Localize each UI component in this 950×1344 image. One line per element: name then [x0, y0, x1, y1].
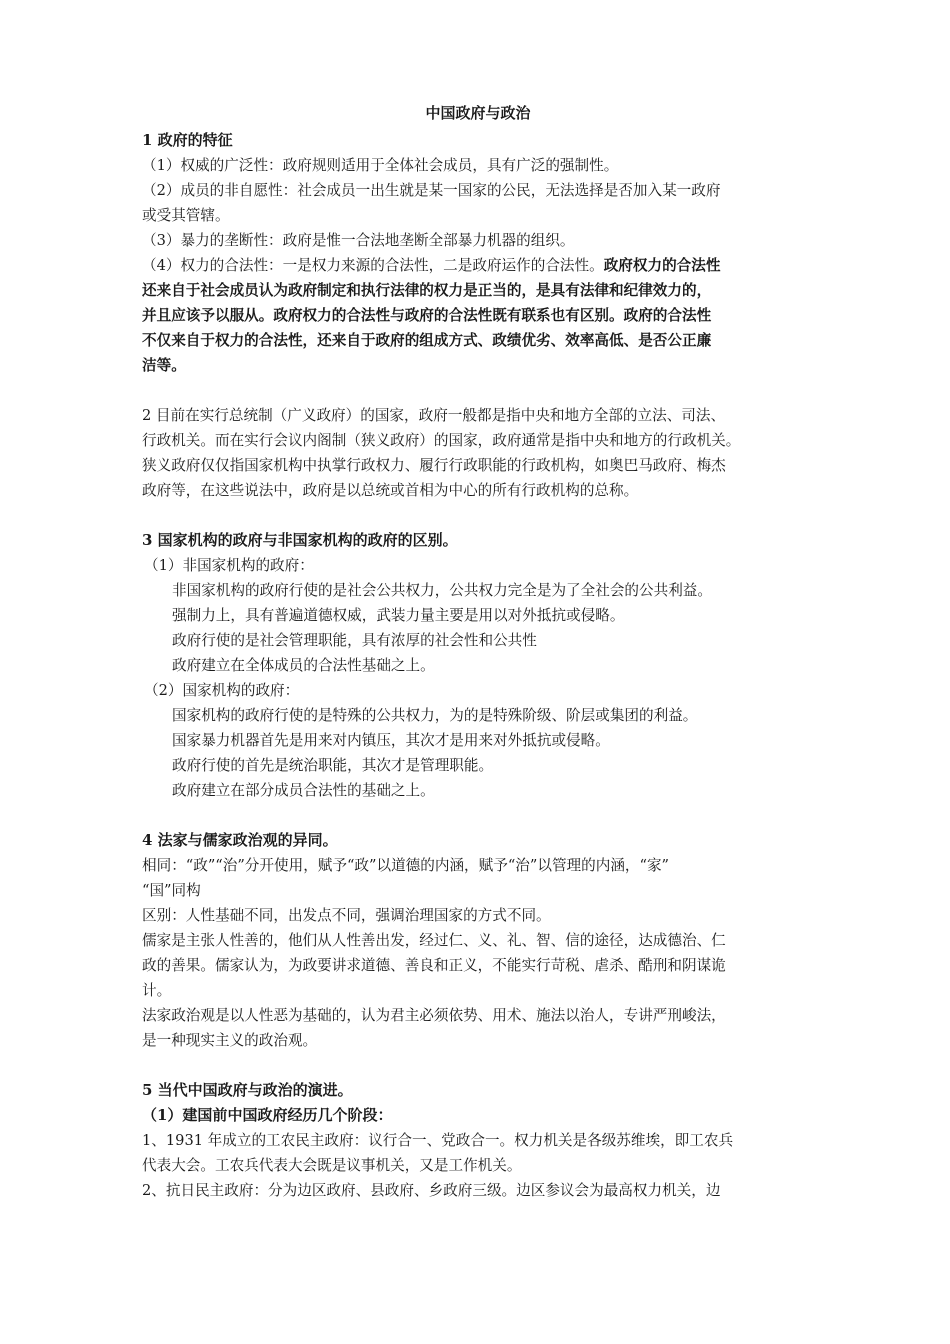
section-3	[142, 528, 814, 803]
section-heading: 3 国家机构的政府与非国家机构的政府的区别。	[142, 531, 458, 549]
bold-paragraph-line: 洁等。	[142, 357, 186, 374]
section-2	[142, 403, 814, 503]
section-heading: 5 当代中国政府与政治的演进。	[142, 1081, 353, 1099]
paragraph-line: 2、抗日民主政府：分为边区政府、县政府、乡政府三级。边区参议会为最高权力机关，边	[142, 1182, 721, 1199]
paragraph-line: 相同：“政”“治”分开使用，赋予“政”以道德的内涵，赋予“治”以管理的内涵，“家”	[142, 857, 670, 874]
list-item: 政府建立在全体成员的合法性基础之上。	[172, 657, 435, 674]
spacer	[142, 503, 814, 528]
paragraph-line: 或受其管辖。	[142, 207, 230, 224]
list-item: 政府建立在部分成员合法性的基础之上。	[172, 782, 435, 799]
list-item: 国家机构的政府行使的是特殊的公共权力，为的是特殊阶级、阶层或集团的利益。	[172, 707, 698, 724]
section-4	[142, 828, 814, 1053]
subsection-heading: （1）建国前中国政府经历几个阶段：	[142, 1106, 393, 1124]
subheading-line: （1）非国家机构的政府：	[144, 557, 314, 574]
spacer	[142, 803, 814, 828]
section-heading: 4 法家与儒家政治观的异同。	[142, 831, 338, 849]
paragraph-line: 政府等，在这些说法中，政府是以总统或首相为中心的所有行政机构的总称。	[142, 482, 639, 499]
paragraph-line: 狭义政府仅仅指国家机构中执掌行政权力、履行行政职能的行政机构，如奥巴马政府、梅杰	[142, 457, 726, 474]
paragraph-line: （2）成员的非自愿性：社会成员一出生就是某一国家的公民，无法选择是否加入某一政府	[142, 182, 721, 199]
bold-paragraph-line: 还来自于社会成员认为政府制定和执行法律的权力是正当的，是具有法律和纪律效力的，	[142, 282, 712, 299]
paragraph-line: 行政机关。而在实行会议内阁制（狭义政府）的国家，政府通常是指中央和地方的行政机关。	[142, 432, 741, 449]
document-page	[142, 98, 814, 1203]
spacer	[142, 378, 814, 403]
paragraph-line	[142, 253, 814, 278]
paragraph-line: 区别：人性基础不同，出发点不同，强调治理国家的方式不同。	[142, 907, 551, 924]
bold-paragraph-line: 并且应该予以服从。政府权力的合法性与政府的合法性既有联系也有区别。政府的合法性	[142, 307, 712, 324]
paragraph-line: 是一种现实主义的政治观。	[142, 1032, 318, 1049]
paragraph-line: “国”同构	[142, 882, 201, 899]
list-item: 非国家机构的政府行使的是社会公共权力，公共权力完全是为了全社会的公共利益。	[172, 582, 712, 599]
paragraph-line: 法家政治观是以人性恶为基础的，认为君主必须依势、用术、施法以治人，专讲严刑峻法，	[142, 1007, 726, 1024]
spacer	[142, 1053, 814, 1078]
page-title: 中国政府与政治	[425, 104, 531, 122]
paragraph-line: （3）暴力的垄断性：政府是惟一合法地垄断全部暴力机器的组织。	[142, 232, 575, 249]
paragraph-line: 代表大会。工农兵代表大会既是议事机关，又是工作机关。	[142, 1157, 522, 1174]
paragraph-line: 政的善果。儒家认为，为政要讲求道德、善良和正义，不能实行苛税、虐杀、酷刑和阴谋诡	[142, 957, 726, 974]
subheading-line: （2）国家机构的政府：	[144, 682, 300, 699]
list-item: 政府行使的首先是统治职能，其次才是管理职能。	[172, 757, 494, 774]
list-item: 政府行使的是社会管理职能，具有浓厚的社会性和公共性	[172, 632, 537, 649]
list-item: 国家暴力机器首先是用来对内镇压，其次才是用来对外抵抗或侵略。	[172, 732, 610, 749]
paragraph-line: （1）权威的广泛性：政府规则适用于全体社会成员，具有广泛的强制性。	[142, 157, 619, 174]
section-1	[142, 128, 814, 378]
paragraph-line: 2 目前在实行总统制（广义政府）的国家，政府一般都是指中央和地方全部的立法、司法、	[142, 407, 726, 424]
paragraph-line: 计。	[142, 982, 172, 999]
section-5	[142, 1078, 814, 1203]
section-heading: 1 政府的特征	[142, 131, 233, 149]
paragraph-line: 儒家是主张人性善的，他们从人性善出发，经过仁、义、礼、智、信的途径，达成德治、仁	[142, 932, 726, 949]
list-item: 强制力上，具有普遍道德权威，武装力量主要是用以对外抵抗或侵略。	[172, 607, 625, 624]
bold-paragraph-line: 不仅来自于权力的合法性，还来自于政府的组成方式、政绩优劣、效率高低、是否公正廉	[142, 332, 712, 349]
bold-text-run: 政府权力的合法性	[603, 257, 721, 274]
paragraph-line: 1、1931 年成立的工农民主政府：议行合一、党政合一。权力机关是各级苏维埃，即工农兵	[142, 1132, 734, 1149]
text-run: （4）权力的合法性：一是权力来源的合法性，二是政府运作的合法性。	[142, 257, 604, 274]
